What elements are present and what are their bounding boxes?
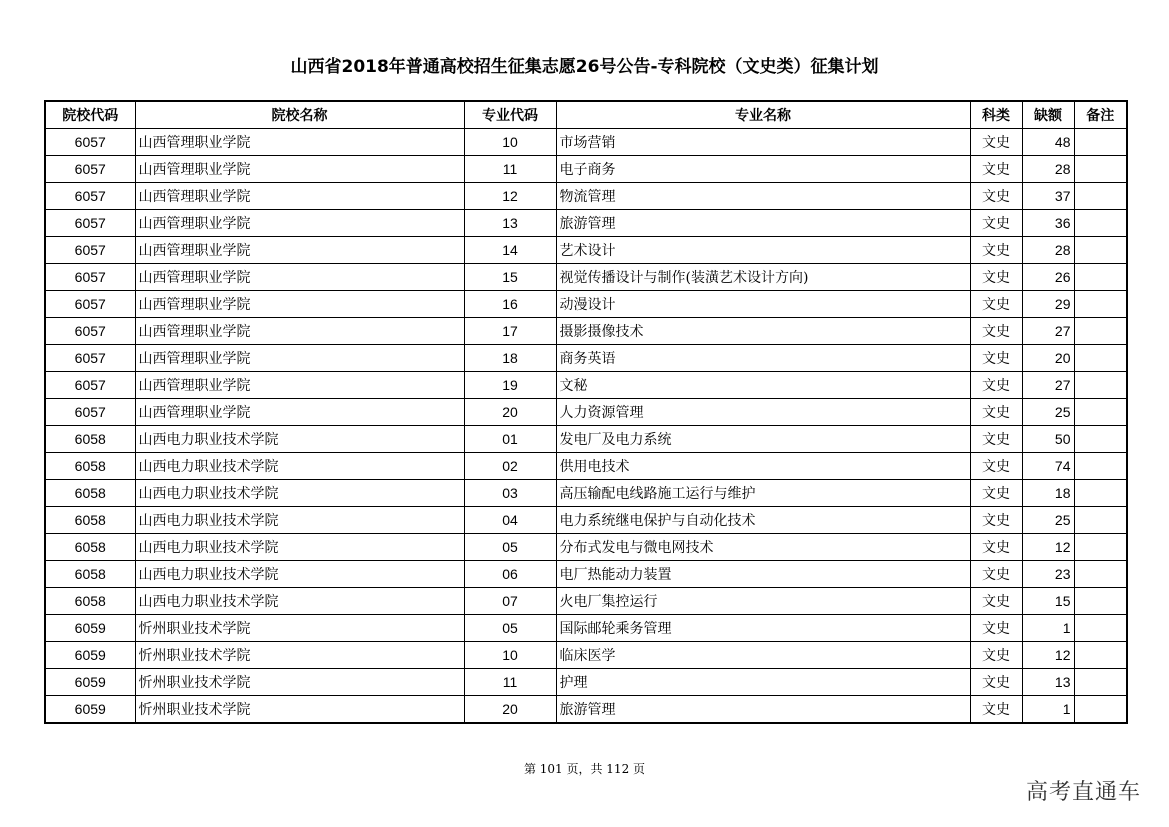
quota-cell: 28 [1022,156,1074,183]
page-title: 山西省2018年普通高校招生征集志愿26号公告-专科院校（文史类）征集计划 [290,57,879,77]
major-code-cell: 13 [464,210,556,237]
school-name-cell: 山西电力职业技术学院 [135,588,464,615]
major-code-cell: 20 [464,696,556,724]
major-name-cell: 商务英语 [556,345,970,372]
major-code-cell: 19 [464,372,556,399]
table-row [45,480,1127,507]
major-name-cell: 高压输配电线路施工运行与维护 [556,480,970,507]
major-code-cell: 10 [464,642,556,669]
major-name-cell: 人力资源管理 [556,399,970,426]
major-name-cell: 视觉传播设计与制作(装潢艺术设计方向) [556,264,970,291]
major-code-cell: 11 [464,156,556,183]
table-row [45,345,1127,372]
quota-cell: 12 [1022,642,1074,669]
school-code-cell: 6059 [45,696,135,724]
quota-cell: 13 [1022,669,1074,696]
major-name-cell: 旅游管理 [556,210,970,237]
header-quota: 缺额 [1022,101,1074,129]
major-code-cell: 04 [464,507,556,534]
note-cell [1074,156,1127,183]
major-code-cell: 01 [464,426,556,453]
category-cell: 文史 [970,237,1022,264]
table-row [45,534,1127,561]
table-row [45,183,1127,210]
table-row [45,507,1127,534]
major-name-cell: 护理 [556,669,970,696]
quota-cell: 25 [1022,507,1074,534]
school-code-cell: 6058 [45,561,135,588]
major-code-cell: 07 [464,588,556,615]
table-row [45,561,1127,588]
quota-cell: 27 [1022,318,1074,345]
school-code-cell: 6057 [45,264,135,291]
quota-cell: 50 [1022,426,1074,453]
table-row [45,372,1127,399]
school-code-cell: 6057 [45,237,135,264]
school-name-cell: 忻州职业技术学院 [135,669,464,696]
quota-cell: 74 [1022,453,1074,480]
category-cell: 文史 [970,453,1022,480]
note-cell [1074,642,1127,669]
school-code-cell: 6058 [45,588,135,615]
school-code-cell: 6057 [45,156,135,183]
note-cell [1074,561,1127,588]
major-code-cell: 15 [464,264,556,291]
quota-cell: 26 [1022,264,1074,291]
major-code-cell: 10 [464,129,556,156]
major-code-cell: 05 [464,615,556,642]
category-cell: 文史 [970,318,1022,345]
major-code-cell: 03 [464,480,556,507]
school-name-cell: 山西电力职业技术学院 [135,507,464,534]
school-code-cell: 6059 [45,642,135,669]
major-name-cell: 火电厂集控运行 [556,588,970,615]
school-code-cell: 6058 [45,507,135,534]
major-code-cell: 18 [464,345,556,372]
school-code-cell: 6059 [45,669,135,696]
category-cell: 文史 [970,696,1022,724]
quota-cell: 25 [1022,399,1074,426]
school-name-cell: 山西管理职业学院 [135,183,464,210]
table-row [45,156,1127,183]
school-code-cell: 6058 [45,534,135,561]
category-cell: 文史 [970,156,1022,183]
school-code-cell: 6057 [45,318,135,345]
major-code-cell: 06 [464,561,556,588]
table-row [45,426,1127,453]
school-name-cell: 山西管理职业学院 [135,291,464,318]
major-code-cell: 12 [464,183,556,210]
quota-cell: 48 [1022,129,1074,156]
school-name-cell: 山西电力职业技术学院 [135,426,464,453]
note-cell [1074,669,1127,696]
note-cell [1074,480,1127,507]
category-cell: 文史 [970,372,1022,399]
major-name-cell: 分布式发电与微电网技术 [556,534,970,561]
school-code-cell: 6058 [45,453,135,480]
watermark-logo: 高考直通车 [1025,780,1141,805]
quota-cell: 15 [1022,588,1074,615]
school-name-cell: 山西管理职业学院 [135,210,464,237]
quota-cell: 1 [1022,615,1074,642]
school-name-cell: 山西管理职业学院 [135,129,464,156]
category-cell: 文史 [970,291,1022,318]
header-school-name: 院校名称 [135,101,464,129]
major-code-cell: 11 [464,669,556,696]
quota-cell: 29 [1022,291,1074,318]
school-name-cell: 忻州职业技术学院 [135,615,464,642]
note-cell [1074,318,1127,345]
major-code-cell: 02 [464,453,556,480]
table-row [45,453,1127,480]
note-cell [1074,237,1127,264]
header-major-name: 专业名称 [556,101,970,129]
school-code-cell: 6057 [45,129,135,156]
quota-cell: 23 [1022,561,1074,588]
school-name-cell: 山西管理职业学院 [135,156,464,183]
major-name-cell: 艺术设计 [556,237,970,264]
major-name-cell: 电厂热能动力装置 [556,561,970,588]
table-row [45,291,1127,318]
major-name-cell: 动漫设计 [556,291,970,318]
note-cell [1074,507,1127,534]
school-name-cell: 山西管理职业学院 [135,372,464,399]
table-row [45,237,1127,264]
note-cell [1074,210,1127,237]
school-name-cell: 山西管理职业学院 [135,237,464,264]
school-code-cell: 6057 [45,183,135,210]
header-note: 备注 [1074,101,1127,129]
header-major-code: 专业代码 [464,101,556,129]
note-cell [1074,426,1127,453]
note-cell [1074,534,1127,561]
major-code-cell: 20 [464,399,556,426]
major-name-cell: 发电厂及电力系统 [556,426,970,453]
major-name-cell: 物流管理 [556,183,970,210]
major-name-cell: 临床医学 [556,642,970,669]
school-code-cell: 6057 [45,210,135,237]
school-code-cell: 6057 [45,291,135,318]
category-cell: 文史 [970,183,1022,210]
enrollment-plan-table [44,100,1128,724]
school-name-cell: 忻州职业技术学院 [135,642,464,669]
quota-cell: 36 [1022,210,1074,237]
table-row [45,264,1127,291]
school-code-cell: 6059 [45,615,135,642]
category-cell: 文史 [970,561,1022,588]
category-cell: 文史 [970,129,1022,156]
table-row [45,318,1127,345]
major-name-cell: 国际邮轮乘务管理 [556,615,970,642]
note-cell [1074,696,1127,724]
school-code-cell: 6058 [45,480,135,507]
header-category: 科类 [970,101,1022,129]
school-name-cell: 山西电力职业技术学院 [135,534,464,561]
category-cell: 文史 [970,642,1022,669]
school-name-cell: 山西电力职业技术学院 [135,480,464,507]
school-name-cell: 山西电力职业技术学院 [135,561,464,588]
category-cell: 文史 [970,588,1022,615]
table-row [45,696,1127,724]
quota-cell: 12 [1022,534,1074,561]
note-cell [1074,588,1127,615]
table-row [45,642,1127,669]
quota-cell: 20 [1022,345,1074,372]
category-cell: 文史 [970,426,1022,453]
note-cell [1074,129,1127,156]
category-cell: 文史 [970,534,1022,561]
school-name-cell: 山西管理职业学院 [135,345,464,372]
page-footer: 第 101 页，共 112 页 [523,762,646,776]
note-cell [1074,615,1127,642]
note-cell [1074,453,1127,480]
major-code-cell: 17 [464,318,556,345]
category-cell: 文史 [970,345,1022,372]
major-name-cell: 市场营销 [556,129,970,156]
major-code-cell: 14 [464,237,556,264]
table-row [45,129,1127,156]
school-code-cell: 6058 [45,426,135,453]
table-header-row [45,101,1127,129]
quota-cell: 37 [1022,183,1074,210]
category-cell: 文史 [970,264,1022,291]
table-row [45,210,1127,237]
table-row [45,615,1127,642]
school-code-cell: 6057 [45,399,135,426]
major-name-cell: 供用电技术 [556,453,970,480]
header-school-code: 院校代码 [45,101,135,129]
category-cell: 文史 [970,669,1022,696]
note-cell [1074,183,1127,210]
major-name-cell: 旅游管理 [556,696,970,724]
school-name-cell: 山西管理职业学院 [135,399,464,426]
quota-cell: 28 [1022,237,1074,264]
major-name-cell: 文秘 [556,372,970,399]
category-cell: 文史 [970,615,1022,642]
category-cell: 文史 [970,210,1022,237]
major-name-cell: 电子商务 [556,156,970,183]
school-code-cell: 6057 [45,372,135,399]
note-cell [1074,345,1127,372]
school-name-cell: 忻州职业技术学院 [135,696,464,724]
major-name-cell: 电力系统继电保护与自动化技术 [556,507,970,534]
school-name-cell: 山西电力职业技术学院 [135,453,464,480]
quota-cell: 27 [1022,372,1074,399]
note-cell [1074,372,1127,399]
quota-cell: 1 [1022,696,1074,724]
school-name-cell: 山西管理职业学院 [135,264,464,291]
quota-cell: 18 [1022,480,1074,507]
school-name-cell: 山西管理职业学院 [135,318,464,345]
category-cell: 文史 [970,399,1022,426]
note-cell [1074,291,1127,318]
category-cell: 文史 [970,480,1022,507]
school-code-cell: 6057 [45,345,135,372]
major-name-cell: 摄影摄像技术 [556,318,970,345]
major-code-cell: 05 [464,534,556,561]
category-cell: 文史 [970,507,1022,534]
note-cell [1074,264,1127,291]
table-row [45,669,1127,696]
note-cell [1074,399,1127,426]
table-row [45,588,1127,615]
table-row [45,399,1127,426]
major-code-cell: 16 [464,291,556,318]
